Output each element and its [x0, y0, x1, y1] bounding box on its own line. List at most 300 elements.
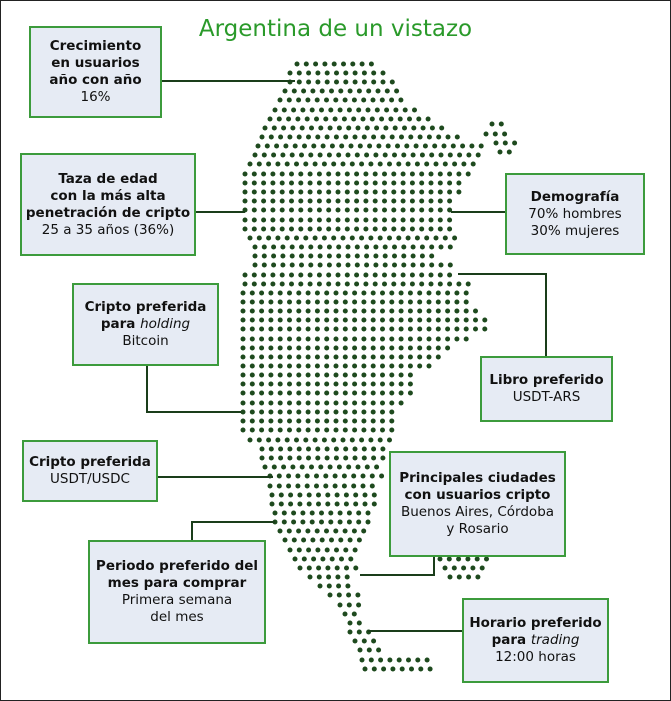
- map-dot: [298, 208, 303, 213]
- map-dot: [322, 236, 327, 241]
- holding-value: Bitcoin: [122, 333, 169, 349]
- map-dot: [325, 135, 330, 140]
- map-dot: [328, 465, 333, 470]
- map-dot: [270, 493, 275, 498]
- map-dot: [355, 593, 360, 598]
- map-dot: [408, 382, 413, 387]
- map-dot: [419, 172, 424, 177]
- map-dot: [372, 502, 377, 507]
- map-dot: [296, 300, 301, 305]
- map-dot: [380, 327, 385, 332]
- map-dot: [454, 318, 459, 323]
- map-dot: [306, 419, 311, 424]
- map-dot: [361, 318, 366, 323]
- crypto-value: USDT/USDC: [50, 471, 130, 487]
- map-dot: [241, 401, 246, 406]
- map-dot: [280, 273, 285, 278]
- map-dot: [299, 245, 304, 250]
- map-dot: [417, 291, 422, 296]
- map-dot: [395, 144, 400, 149]
- map-dot: [352, 300, 357, 305]
- map-dot: [426, 117, 431, 122]
- map-dot: [391, 199, 396, 204]
- map-dot: [498, 150, 503, 155]
- map-dot: [362, 71, 367, 76]
- schedule-label-1: Horario preferido: [469, 615, 602, 631]
- map-dot: [399, 291, 404, 296]
- map-dot: [343, 391, 348, 396]
- growth-label-3: año con año: [49, 72, 142, 88]
- period-box: [88, 540, 266, 644]
- map-dot: [408, 346, 413, 351]
- map-dot: [261, 227, 266, 232]
- map-dot: [361, 327, 366, 332]
- map-dot: [257, 236, 262, 241]
- map-dot: [357, 630, 362, 635]
- map-dot: [301, 89, 306, 94]
- map-dot: [287, 391, 292, 396]
- map-dot: [280, 190, 285, 195]
- map-dot: [455, 135, 460, 140]
- map-dot: [499, 122, 504, 127]
- map-dot: [278, 300, 283, 305]
- map-dot: [290, 465, 295, 470]
- map-dot: [287, 529, 292, 534]
- map-dot: [410, 172, 415, 177]
- map-dot: [278, 291, 283, 296]
- map-dot: [378, 162, 383, 167]
- map-dot: [358, 648, 363, 653]
- holding-label-italic: holding: [140, 316, 191, 332]
- map-dot: [448, 153, 453, 158]
- map-dot: [359, 236, 364, 241]
- map-dot: [399, 309, 404, 314]
- map-dot: [324, 529, 329, 534]
- map-dot: [292, 89, 297, 94]
- map-dot: [275, 162, 280, 167]
- map-dot: [279, 493, 284, 498]
- map-dot: [297, 80, 302, 85]
- map-dot: [438, 172, 443, 177]
- map-dot: [363, 172, 368, 177]
- map-dot: [380, 410, 385, 415]
- map-dot: [296, 364, 301, 369]
- map-dot: [252, 282, 257, 287]
- map-dot: [278, 135, 283, 140]
- map-dot: [336, 199, 341, 204]
- map-dot: [353, 548, 358, 553]
- map-dot: [296, 382, 301, 387]
- map-dot: [460, 144, 465, 149]
- map-dot: [373, 208, 378, 213]
- map-dot: [392, 263, 397, 268]
- map-dot: [315, 135, 320, 140]
- map-dot: [325, 566, 330, 571]
- map-dot: [386, 144, 391, 149]
- map-dot: [378, 236, 383, 241]
- map-dot: [401, 227, 406, 232]
- map-dot: [389, 309, 394, 314]
- map-dot: [421, 126, 426, 131]
- map-dot: [334, 419, 339, 424]
- map-dot: [352, 529, 357, 534]
- map-dot: [290, 245, 295, 250]
- map-dot: [270, 218, 275, 223]
- map-dot: [347, 520, 352, 525]
- map-dot: [278, 419, 283, 424]
- map-dot: [327, 263, 332, 268]
- map-dot: [383, 126, 388, 131]
- map-dot: [324, 382, 329, 387]
- map-dot: [326, 208, 331, 213]
- map-dot: [358, 144, 363, 149]
- map-dot: [308, 245, 313, 250]
- demography-heading: Demografía: [530, 188, 620, 205]
- map-dot: [397, 658, 402, 663]
- map-dot: [335, 502, 340, 507]
- map-dot: [289, 172, 294, 177]
- map-dot: [259, 373, 264, 378]
- map-dot: [408, 337, 413, 342]
- map-dot: [425, 658, 430, 663]
- map-dot: [263, 465, 268, 470]
- map-dot: [371, 382, 376, 387]
- map-dot: [334, 382, 339, 387]
- map-dot: [298, 273, 303, 278]
- map-dot: [473, 309, 478, 314]
- map-dot: [319, 108, 324, 113]
- map-dot: [417, 300, 422, 305]
- map-dot: [266, 236, 271, 241]
- map-dot: [280, 282, 285, 287]
- map-dot: [287, 373, 292, 378]
- map-dot: [289, 181, 294, 186]
- map-dot: [387, 658, 392, 663]
- map-dot: [346, 263, 351, 268]
- map-dot: [275, 236, 280, 241]
- map-dot: [288, 548, 293, 553]
- map-dot: [482, 327, 487, 332]
- map-dot: [315, 548, 320, 553]
- map-dot: [280, 218, 285, 223]
- map-dot: [260, 135, 265, 140]
- map-dot: [262, 263, 267, 268]
- map-dot: [452, 566, 457, 571]
- map-dot: [424, 236, 429, 241]
- map-dot: [391, 273, 396, 278]
- map-dot: [352, 98, 357, 103]
- map-dot: [363, 502, 368, 507]
- map-dot: [315, 364, 320, 369]
- map-dot: [389, 428, 394, 433]
- map-dot: [389, 318, 394, 323]
- map-dot: [308, 575, 313, 580]
- map-dot: [429, 153, 434, 158]
- map-dot: [261, 190, 266, 195]
- map-dot: [301, 538, 306, 543]
- schedule-box: [462, 598, 609, 683]
- map-dot: [357, 538, 362, 543]
- map-dot: [407, 117, 412, 122]
- map-dot: [373, 263, 378, 268]
- map-dot: [461, 566, 466, 571]
- map-dot: [415, 658, 420, 663]
- map-dot: [380, 419, 385, 424]
- map-dot: [311, 144, 316, 149]
- map-dot: [363, 218, 368, 223]
- map-dot: [366, 520, 371, 525]
- map-dot: [445, 318, 450, 323]
- map-dot: [320, 538, 325, 543]
- map-dot: [436, 318, 441, 323]
- map-dot: [328, 520, 333, 525]
- connector-book-h: [458, 273, 547, 275]
- map-dot: [270, 282, 275, 287]
- map-dot: [259, 428, 264, 433]
- map-dot: [361, 337, 366, 342]
- map-dot: [371, 401, 376, 406]
- map-dot: [456, 181, 461, 186]
- map-dot: [307, 502, 312, 507]
- map-dot: [306, 401, 311, 406]
- map-dot: [380, 382, 385, 387]
- map-dot: [334, 346, 339, 351]
- map-dot: [408, 309, 413, 314]
- map-dot: [318, 126, 323, 131]
- map-dot: [428, 667, 433, 672]
- map-dot: [427, 337, 432, 342]
- map-dot: [383, 153, 388, 158]
- map-dot: [290, 153, 295, 158]
- map-dot: [313, 162, 318, 167]
- map-dot: [391, 208, 396, 213]
- map-dot: [454, 327, 459, 332]
- map-dot: [250, 318, 255, 323]
- map-dot: [317, 190, 322, 195]
- map-dot: [328, 108, 333, 113]
- map-dot: [473, 327, 478, 332]
- map-dot: [399, 318, 404, 323]
- map-dot: [308, 172, 313, 177]
- map-dot: [261, 218, 266, 223]
- map-dot: [396, 236, 401, 241]
- map-dot: [287, 135, 292, 140]
- map-dot: [268, 484, 273, 489]
- map-dot: [415, 162, 420, 167]
- map-dot: [268, 346, 273, 351]
- map-dot: [287, 291, 292, 296]
- map-dot: [300, 108, 305, 113]
- map-dot: [380, 456, 385, 461]
- map-dot: [370, 474, 375, 479]
- map-dot: [372, 493, 377, 498]
- map-dot: [502, 132, 507, 137]
- map-dot: [447, 282, 452, 287]
- map-dot: [306, 456, 311, 461]
- map-dot: [282, 520, 287, 525]
- map-dot: [343, 327, 348, 332]
- map-dot: [382, 199, 387, 204]
- map-dot: [278, 364, 283, 369]
- map-dot: [250, 410, 255, 415]
- map-dot: [429, 282, 434, 287]
- map-dot: [363, 227, 368, 232]
- map-dot: [334, 71, 339, 76]
- map-dot: [329, 89, 334, 94]
- map-dot: [256, 144, 261, 149]
- map-dot: [351, 484, 356, 489]
- map-dot: [282, 511, 287, 516]
- map-dot: [241, 291, 246, 296]
- map-dot: [334, 391, 339, 396]
- map-dot: [410, 227, 415, 232]
- map-dot: [373, 199, 378, 204]
- map-dot: [241, 346, 246, 351]
- map-dot: [438, 218, 443, 223]
- map-dot: [343, 529, 348, 534]
- map-dot: [338, 520, 343, 525]
- map-dot: [326, 199, 331, 204]
- map-dot: [336, 218, 341, 223]
- map-dot: [342, 484, 347, 489]
- map-dot: [391, 218, 396, 223]
- map-dot: [296, 391, 301, 396]
- map-dot: [327, 254, 332, 259]
- map-dot: [250, 309, 255, 314]
- map-dot: [250, 401, 255, 406]
- map-dot: [322, 162, 327, 167]
- map-dot: [343, 447, 348, 452]
- map-dot: [355, 263, 360, 268]
- map-dot: [296, 410, 301, 415]
- map-dot: [317, 208, 322, 213]
- map-dot: [419, 190, 424, 195]
- map-dot: [309, 465, 314, 470]
- map-dot: [338, 89, 343, 94]
- map-dot: [391, 172, 396, 177]
- map-dot: [306, 309, 311, 314]
- map-dot: [371, 135, 376, 140]
- map-dot: [241, 309, 246, 314]
- map-dot: [401, 245, 406, 250]
- map-dot: [324, 98, 329, 103]
- map-dot: [306, 346, 311, 351]
- map-dot: [380, 355, 385, 360]
- map-dot: [271, 263, 276, 268]
- connector-schedule: [368, 630, 463, 632]
- map-dot: [461, 162, 466, 167]
- map-dot: [464, 291, 469, 296]
- connector-holding-h: [146, 411, 241, 413]
- map-dot: [404, 144, 409, 149]
- map-dot: [334, 373, 339, 378]
- map-dot: [443, 566, 448, 571]
- map-dot: [261, 273, 266, 278]
- map-dot: [429, 181, 434, 186]
- map-dot: [241, 318, 246, 323]
- map-dot: [317, 282, 322, 287]
- map-dot: [314, 474, 319, 479]
- map-dot: [382, 181, 387, 186]
- map-dot: [389, 327, 394, 332]
- map-dot: [306, 337, 311, 342]
- map-dot: [464, 300, 469, 305]
- map-dot: [399, 391, 404, 396]
- map-dot: [434, 236, 439, 241]
- map-dot: [315, 391, 320, 396]
- map-dot: [388, 117, 393, 122]
- map-dot: [464, 327, 469, 332]
- map-dot: [262, 245, 267, 250]
- map-dot: [266, 162, 271, 167]
- map-dot: [346, 593, 351, 598]
- map-dot: [248, 162, 253, 167]
- map-dot: [365, 465, 370, 470]
- map-dot: [412, 108, 417, 113]
- map-dot: [306, 428, 311, 433]
- map-dot: [454, 309, 459, 314]
- map-dot: [287, 428, 292, 433]
- cities-box: [389, 451, 566, 557]
- map-dot: [297, 548, 302, 553]
- map-dot: [324, 401, 329, 406]
- map-dot: [318, 254, 323, 259]
- age-label-2: con la más alta: [50, 187, 166, 204]
- map-dot: [371, 337, 376, 342]
- map-dot: [293, 144, 298, 149]
- map-dot: [447, 273, 452, 278]
- map-dot: [288, 502, 293, 507]
- growth-label-2: en usuarios: [51, 55, 140, 71]
- map-dot: [252, 208, 257, 213]
- map-dot: [401, 190, 406, 195]
- map-dot: [356, 465, 361, 470]
- map-dot: [330, 144, 335, 149]
- map-dot: [315, 71, 320, 76]
- map-dot: [296, 419, 301, 424]
- map-dot: [371, 355, 376, 360]
- map-dot: [419, 273, 424, 278]
- map-dot: [302, 557, 307, 562]
- map-dot: [259, 419, 264, 424]
- map-dot: [430, 126, 435, 131]
- map-dot: [287, 382, 292, 387]
- map-dot: [466, 282, 471, 287]
- connector-cities-h: [360, 574, 435, 576]
- map-dot: [250, 355, 255, 360]
- map-dot: [313, 438, 318, 443]
- map-dot: [353, 639, 358, 644]
- map-dot: [243, 181, 248, 186]
- map-dot: [270, 227, 275, 232]
- map-dot: [268, 428, 273, 433]
- map-dot: [278, 355, 283, 360]
- map-dot: [298, 181, 303, 186]
- map-dot: [464, 337, 469, 342]
- map-dot: [398, 98, 403, 103]
- map-dot: [381, 80, 386, 85]
- map-dot: [335, 575, 340, 580]
- map-dot: [300, 511, 305, 516]
- map-dot: [396, 162, 401, 167]
- map-dot: [352, 419, 357, 424]
- map-dot: [343, 373, 348, 378]
- map-dot: [370, 484, 375, 489]
- map-dot: [408, 364, 413, 369]
- map-dot: [362, 639, 367, 644]
- map-dot: [391, 181, 396, 186]
- map-dot: [345, 199, 350, 204]
